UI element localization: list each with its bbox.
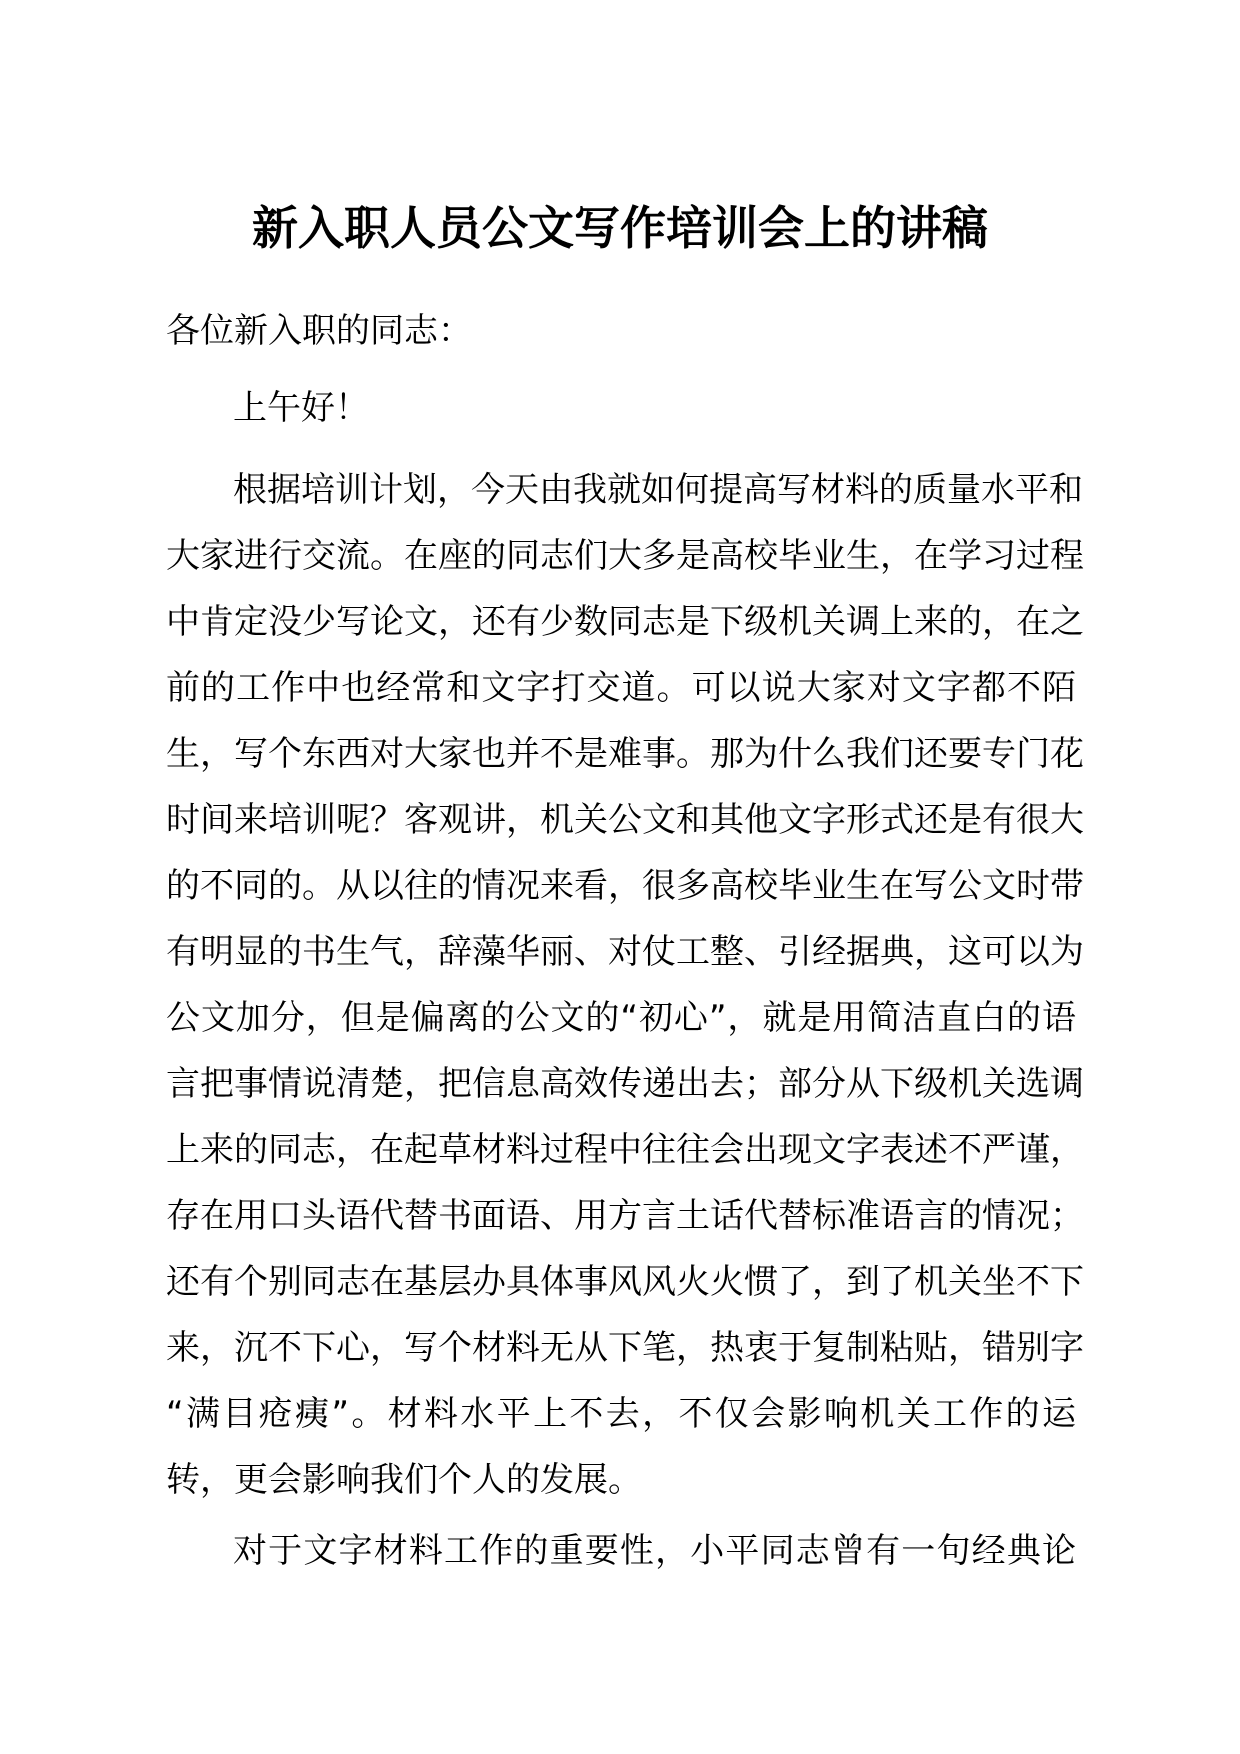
paragraph-line: 大家进行交流。在座的同志们大多是高校毕业生，在学习过程 [166,536,1084,576]
paragraph-line: “满目疮痍”。材料水平上不去，不仅会影响机关工作的运 [166,1394,1076,1434]
salutation: 各位新入职的同志： [166,311,472,351]
paragraph-2 [166,1518,1076,1584]
document-title: 新入职人员公文写作培训会上的讲稿 [252,201,988,255]
paragraph-line: 转，更会影响我们个人的发展。 [166,1460,642,1500]
paragraph-1 [166,457,1084,1513]
paragraph-line: 还有个别同志在基层办具体事风风火火惯了，到了机关坐不下 [166,1262,1084,1302]
paragraph-line: 中肯定没少写论文，还有少数同志是下级机关调上来的，在之 [166,602,1084,642]
paragraph-line: 有明显的书生气，辞藻华丽、对仗工整、引经据典，这可以为 [166,932,1084,972]
paragraph-line: 存在用口头语代替书面语、用方言土话代替标准语言的情况； [166,1196,1084,1236]
paragraph-line: 前的工作中也经常和文字打交道。可以说大家对文字都不陌 [166,668,1076,708]
paragraph-line: 言把事情说清楚，把信息高效传递出去；部分从下级机关选调 [166,1064,1084,1104]
paragraph-line: 公文加分，但是偏离的公文的“初心”，就是用简洁直白的语 [166,998,1076,1038]
greeting: 上午好！ [233,388,369,428]
paragraph-line: 根据培训计划，今天由我就如何提高写材料的质量水平和 [233,470,1083,510]
paragraph-line: 时间来培训呢？客观讲，机关公文和其他文字形式还是有很大 [166,800,1084,840]
paragraph-line: 上来的同志，在起草材料过程中往往会出现文字表述不严谨， [166,1130,1084,1170]
paragraph-line: 的不同的。从以往的情况来看，很多高校毕业生在写公文时带 [166,866,1084,906]
paragraph-line: 对于文字材料工作的重要性，小平同志曾有一句经典论 [233,1531,1076,1571]
paragraph-line: 生，写个东西对大家也并不是难事。那为什么我们还要专门花 [166,734,1084,774]
paragraph-line: 来，沉不下心，写个材料无从下笔，热衷于复制粘贴，错别字 [166,1328,1084,1368]
